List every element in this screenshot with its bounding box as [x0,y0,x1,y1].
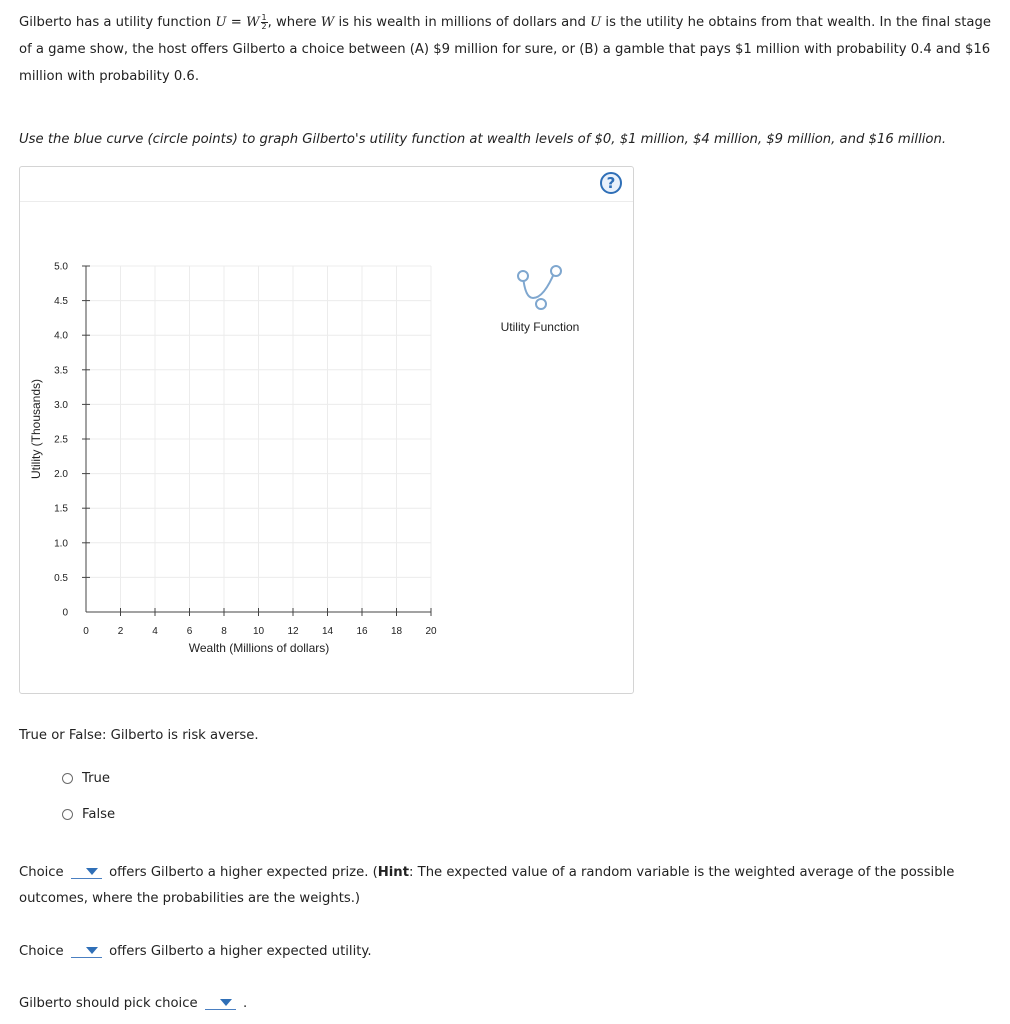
x-tick-label: 8 [221,626,227,637]
y-tick-label: 4.0 [54,330,68,342]
y-axis-title: Utility (Thousands) [29,378,43,480]
intro-text-4: is the utility he obtains from that wealth. In the final stage of a game show, the host offers Gilberto a choice between (A) $9 million for sure, or (B) a gamble that pays $1 million with probability 0.4 and $16 million with probability 0.6. [19,15,991,84]
exponent-numerator: 1 [261,13,267,22]
graph-canvas[interactable] [20,167,633,693]
x-tick-label: 14 [321,626,334,637]
legend-point-2 [536,299,546,309]
x-tick-label: 4 [152,626,158,637]
expected-utility-dropdown[interactable] [71,943,102,958]
x-tick-label: 2 [117,626,124,637]
intro-text-3: is his wealth in millions of dollars and [334,15,591,30]
circle-points-curve-icon[interactable] [518,266,561,309]
graph-panel [19,166,634,694]
problem-statement [19,9,1004,90]
question-pick-choice [19,990,1004,1017]
q-utility-after: offers Gilberto a higher expected utility. [104,944,372,959]
q-prize-before: Choice [19,865,64,880]
y-tick-label: 3.0 [54,399,68,411]
y-tick-label: 1.5 [54,503,68,515]
legend-label: Utility Function [500,320,580,334]
hint-label: Hint [377,865,409,880]
x-tick-label: 16 [356,626,368,637]
x-axis-title: Wealth (Millions of dollars) [188,641,330,655]
radio-true[interactable] [62,771,110,786]
math-U: U [215,15,227,30]
x-tick-label: 10 [252,626,265,637]
math-U-var: U [590,15,602,30]
radio-false-circle[interactable] [62,809,73,820]
q-prize-after: offers Gilberto a higher expected prize. ( [104,865,378,880]
intro-text-1: Gilberto has a utility function [19,15,216,30]
radio-true-circle[interactable] [62,773,73,784]
y-tick-label: 5.0 [54,261,68,273]
question-mark-icon: ? [606,174,616,192]
legend[interactable] [501,266,580,334]
x-tick-label: 12 [287,626,299,637]
graph-instruction: Use the blue curve (circle points) to graph Gilberto's utility function at wealth levels of $0, $1 million, $4 million, $9 million, and $16 million. [19,132,947,147]
question-expected-prize [19,860,1004,912]
hint-text: : The expected value of a random variable is the weighted average of the possible outcomes, where the probabilities are the weights.) [19,865,955,906]
intro-text-2: , where [267,15,321,30]
true-false-question: True or False: Gilberto is risk averse. [19,728,259,743]
y-tick-label: 1.0 [54,538,68,550]
y-tick-label: 0 [62,607,68,619]
exponent-fraction [261,14,268,31]
legend-point-3 [551,266,561,276]
y-tick-label: 2.0 [54,469,68,481]
y-tick-label: 0.5 [54,572,68,584]
math-W-var: W [320,15,335,30]
y-tick-label: 3.5 [54,365,68,377]
x-tick-label: 18 [390,626,403,637]
x-tick-label: 20 [425,626,437,637]
question-expected-utility [19,938,1004,965]
axes [54,262,437,638]
pick-choice-dropdown[interactable] [205,995,236,1010]
radio-false-label[interactable]: False [82,807,116,822]
q-pick-after: . [238,996,248,1011]
q-utility-before: Choice [19,944,64,959]
grid [86,266,431,612]
legend-point-1 [518,271,528,281]
math-W: W [245,15,260,30]
exponent-denominator: 2 [261,22,267,31]
x-tick-label: 6 [186,626,193,637]
radio-true-label[interactable]: True [82,771,111,786]
y-tick-label: 4.5 [54,296,68,308]
radio-false[interactable] [62,807,115,822]
expected-prize-dropdown[interactable] [71,864,102,879]
x-tick-label: 0 [83,626,89,637]
y-tick-label: 2.5 [54,434,68,446]
q-pick-before: Gilberto should pick choice [19,996,198,1011]
math-equals: = [226,15,246,30]
